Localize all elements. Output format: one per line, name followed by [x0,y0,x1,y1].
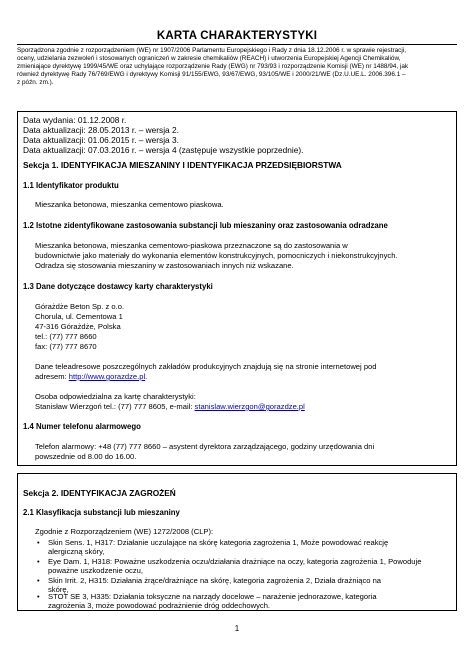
hazard-line: Skin Irrit. 2, H315: Działania żrące/drażniące na skórę, kategoria zagrożenia 2, Działa drażniąco na [48,576,382,585]
hazard-line: alergiczną skóry, [48,547,105,556]
supplier-fax: fax: (77) 777 8670 [35,342,97,351]
section-1-box [17,111,457,466]
product-identifier: Mieszanka betonowa, mieszanka cementowo piaskowa. [35,200,224,209]
document-title: KARTA CHARAKTERYSTYKI [156,30,318,42]
section-1-heading: Sekcja 1. IDENTYFIKACJA MIESZANINY I IDENTYFIKACJA PRZEDSIĘBIORSTWA [23,160,342,170]
update-date: Data aktualizacji: 07.03.2016 r. – wersja 4 (zastępuje wszystkie poprzednie). [23,145,304,155]
regulation-note [17,47,459,87]
email-link[interactable]: stanislaw.wierzgon@gorazdze.pl [194,402,305,411]
hazard-line: skórę, [48,585,69,594]
regulation-line: Sporządzona zgodnie z rozporządzeniem (WE) nr 1907/2006 Parlamentu Europejskiego i Rady z dnia 18.12.2006 r. w sprawie rejestracji, [17,47,406,54]
title-divider [17,44,457,45]
website-link[interactable]: http://www.gorazdze.pl [68,372,146,381]
bullet-marker: • [37,538,40,547]
hazard-line: Eye Dam. 1, H318: Poważne uszkodzenia oczu/działania drażniące na oczy, kategoria zagrożenia 1, Powoduje [48,557,422,566]
alarm-text-line: powszednie od 8.00 do 16.00. [35,452,137,461]
contact-details [35,402,305,411]
subsection-2-1-heading: 2.1 Klasyfikacja substancji lub mieszaniny [23,508,180,517]
bullet-marker: • [37,592,40,601]
clp-intro: Zgodnie z Rozporządzeniem (WE) 1272/2008 (CLP): [35,527,214,536]
subsection-1-2-heading: 1.2 Istotne zidentyfikowane zastosowania substancji lub mieszaniny oraz zastosowania odradzane [23,221,388,230]
subsection-1-3-heading: 1.3 Dane dotyczące dostawcy karty charakterystyki [23,282,213,291]
branches-prefix: adresem: [35,372,69,381]
bullet-marker: • [37,557,40,566]
use-text-line: Odradza się stosowania mieszaniny w zastosowaniach innych niż wskazane. [35,261,294,270]
bullet-marker: • [37,576,40,585]
subsection-1-1-heading: 1.1 Identyfikator produktu [23,181,119,190]
section-2-box [17,473,457,611]
supplier-phone: tel.: (77) 777 8660 [35,332,97,341]
alarm-text-line: Telefon alarmowy: +48 (77) 777 8660 – asystent dyrektora zarządzającego, godziny urzędowania dni [35,442,375,451]
use-text-line: budownictwie jako materiały do wykonania elementów konstrukcyjnych, pomocniczych i niekonstrukcyjnych. [35,251,398,260]
regulation-line: z późn. zm.). [17,79,54,87]
use-text-line: Mieszanka betonowa, mieszanka cementowo-piaskowa przeznaczone są do zastosowania w [35,241,348,250]
update-date: Data aktualizacji: 01.06.2015 r. – wersja 3. [23,135,179,145]
regulation-line: zmieniające dyrektywę 1999/45/WE oraz uchylające rozporządzenie Rady (EWG) nr 793/93 i rozporządzenie Komisji (WE) nr 1488/94, jak [17,63,409,71]
hazard-line: STOT SE 3, H335: Działania toksyczne na narządy docelowe – narażenie jednorazowe, kategoria [48,592,377,601]
regulation-line: oceny, udzielania zezwoleń i stosowanych ograniczeń w zakresie chemikaliów (REACH) i utworzenia Europejskiej Agencji Chemikaliów, [17,55,401,63]
hazard-line: Skin Sens. 1, H317: Działanie uczulające na skórę kategoria zagrożenia 1, Może powodować reakcję [48,538,389,547]
contact-label: Osoba odpowiedzialna za kartę charakterystyki: [35,392,196,401]
supplier-name: Górażdże Beton Sp. z o.o. [35,302,125,311]
update-date: Data aktualizacji: 28.05.2013 r. – wersja 2. [23,125,179,135]
page-number: 1 [234,624,240,633]
hazard-line: poważne uszkodzenie oczu, [48,566,143,575]
contact-person: Stanisław Wierzgoń tel.: (77) 777 8605, e-mail: [35,402,195,411]
hazard-line: zagrożenia 3, może powodować podrażnienie dróg oddechowych. [48,601,271,610]
section-2-heading: Sekcja 2. IDENTYFIKACJA ZAGROŻEŃ [23,488,176,498]
regulation-line: również dyrektywę Rady 76/769/EWG i dyrektywy Komisji 91/155/EWG, 93/67/EWG, 93/105/WE i 2000/21/WE (Dz.U.UE.L. 2006.396.1 – [17,71,406,79]
supplier-street: Chorula, ul. Cementowa 1 [35,312,123,321]
issue-date: Data wydania: 01.12.2008 r. [23,115,127,125]
branches-text-line [35,372,147,381]
branches-text-line: Dane teleadresowe poszczególnych zakładów produkcyjnych znajdują się na stronie internetowej pod [35,362,377,371]
subsection-1-4-heading: 1.4 Numer telefonu alarmowego [23,422,141,431]
supplier-city: 47-316 Górażdże, Polska [35,322,121,331]
branches-suffix: . [145,372,148,381]
